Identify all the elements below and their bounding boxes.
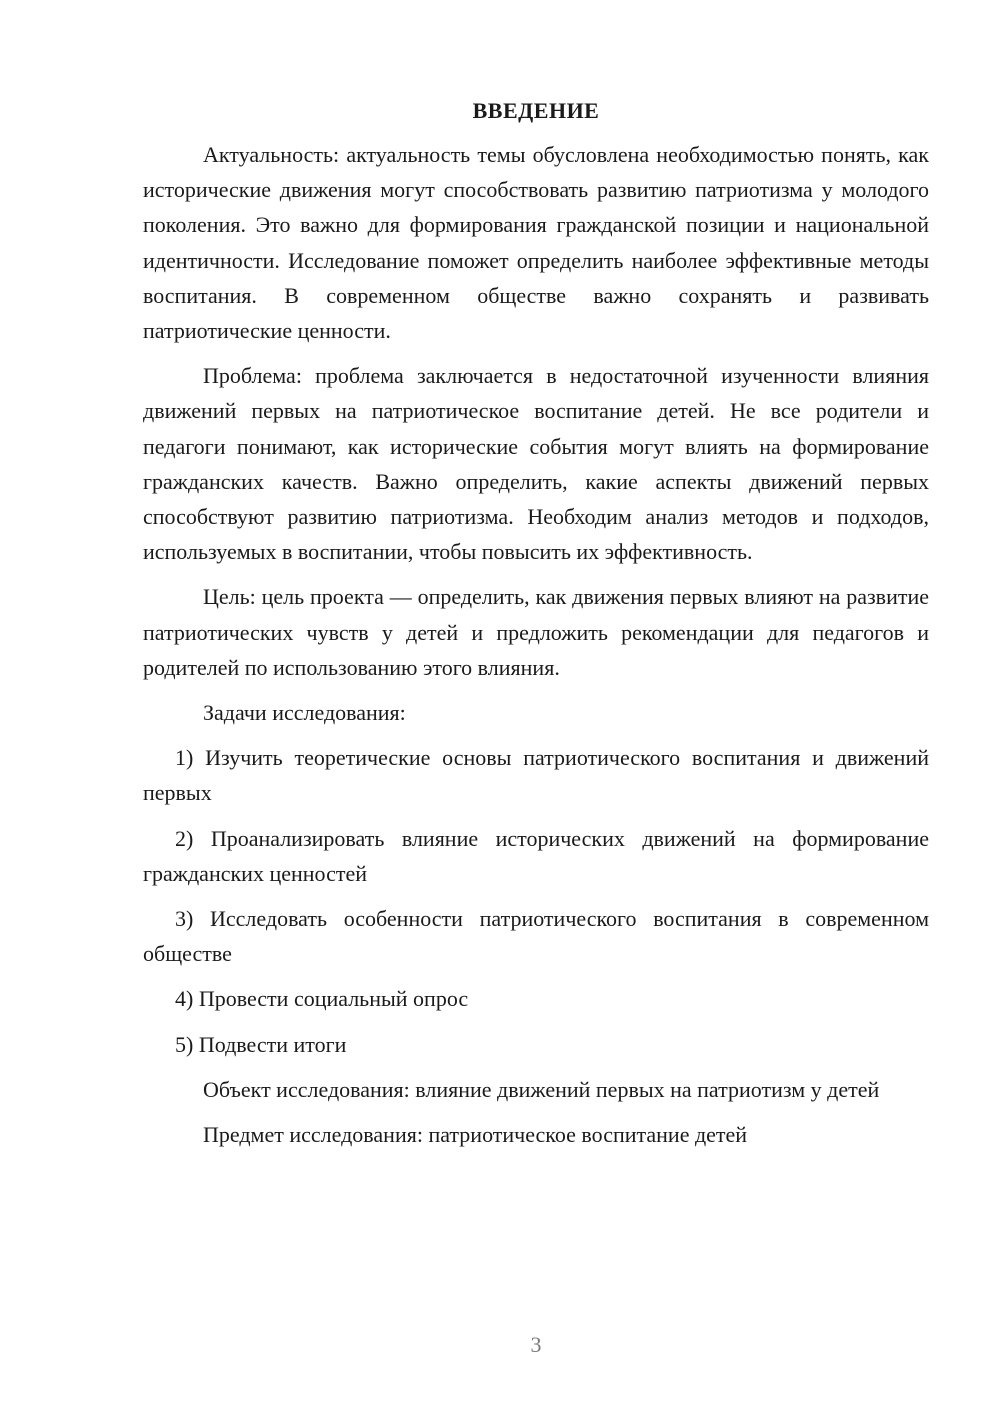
object-paragraph: Объект исследования: влияние движений первых на патриотизм у детей	[203, 1076, 880, 1102]
list-item: 4) Провести социальный опрос	[175, 986, 469, 1012]
list-item: 3) Исследовать особенности патриотического воспитания в современном обществе	[143, 906, 929, 967]
tasks-list	[143, 740, 929, 1062]
page-title: ВВЕДЕНИЕ	[472, 98, 600, 123]
tasks-heading: Задачи исследования:	[203, 700, 406, 726]
page-number: 3	[530, 1332, 542, 1357]
goal-paragraph: Цель: цель проекта — определить, как движения первых влияют на развитие патриотических чувств у детей и предложить рекомендации для педагогов и родителей по использованию этого влияния.	[143, 584, 929, 680]
subject-paragraph: Предмет исследования: патриотическое воспитание детей	[203, 1122, 748, 1148]
list-item: 1) Изучить теоретические основы патриотического воспитания и движений первых	[143, 745, 929, 806]
list-item: 5) Подвести итоги	[175, 1031, 347, 1057]
relevance-paragraph: Актуальность: актуальность темы обусловлена необходимостью понять, как исторические движения могут способствовать развитию патриотизма у молодого поколения. Это важно для формирования гражданской позиции и национальной идентичности. Исследование поможет определить наиболее эффективные методы воспитания. В современном обществе важно сохранять и развивать патриотические ценности.	[143, 142, 929, 344]
problem-paragraph: Проблема: проблема заключается в недостаточной изученности влияния движений первых на патриотическое воспитание детей. Не все родители и педагоги понимают, как исторические события могут влиять на формирование гражданских качеств. Важно определить, какие аспекты движений первых способствуют развитию патриотизма. Необходим анализ методов и подходов, используемых в воспитании, чтобы повысить их эффективность.	[143, 363, 929, 565]
list-item: 2) Проанализировать влияние исторических движений на формирование гражданских ценностей	[143, 825, 929, 886]
document-page	[143, 95, 929, 1162]
